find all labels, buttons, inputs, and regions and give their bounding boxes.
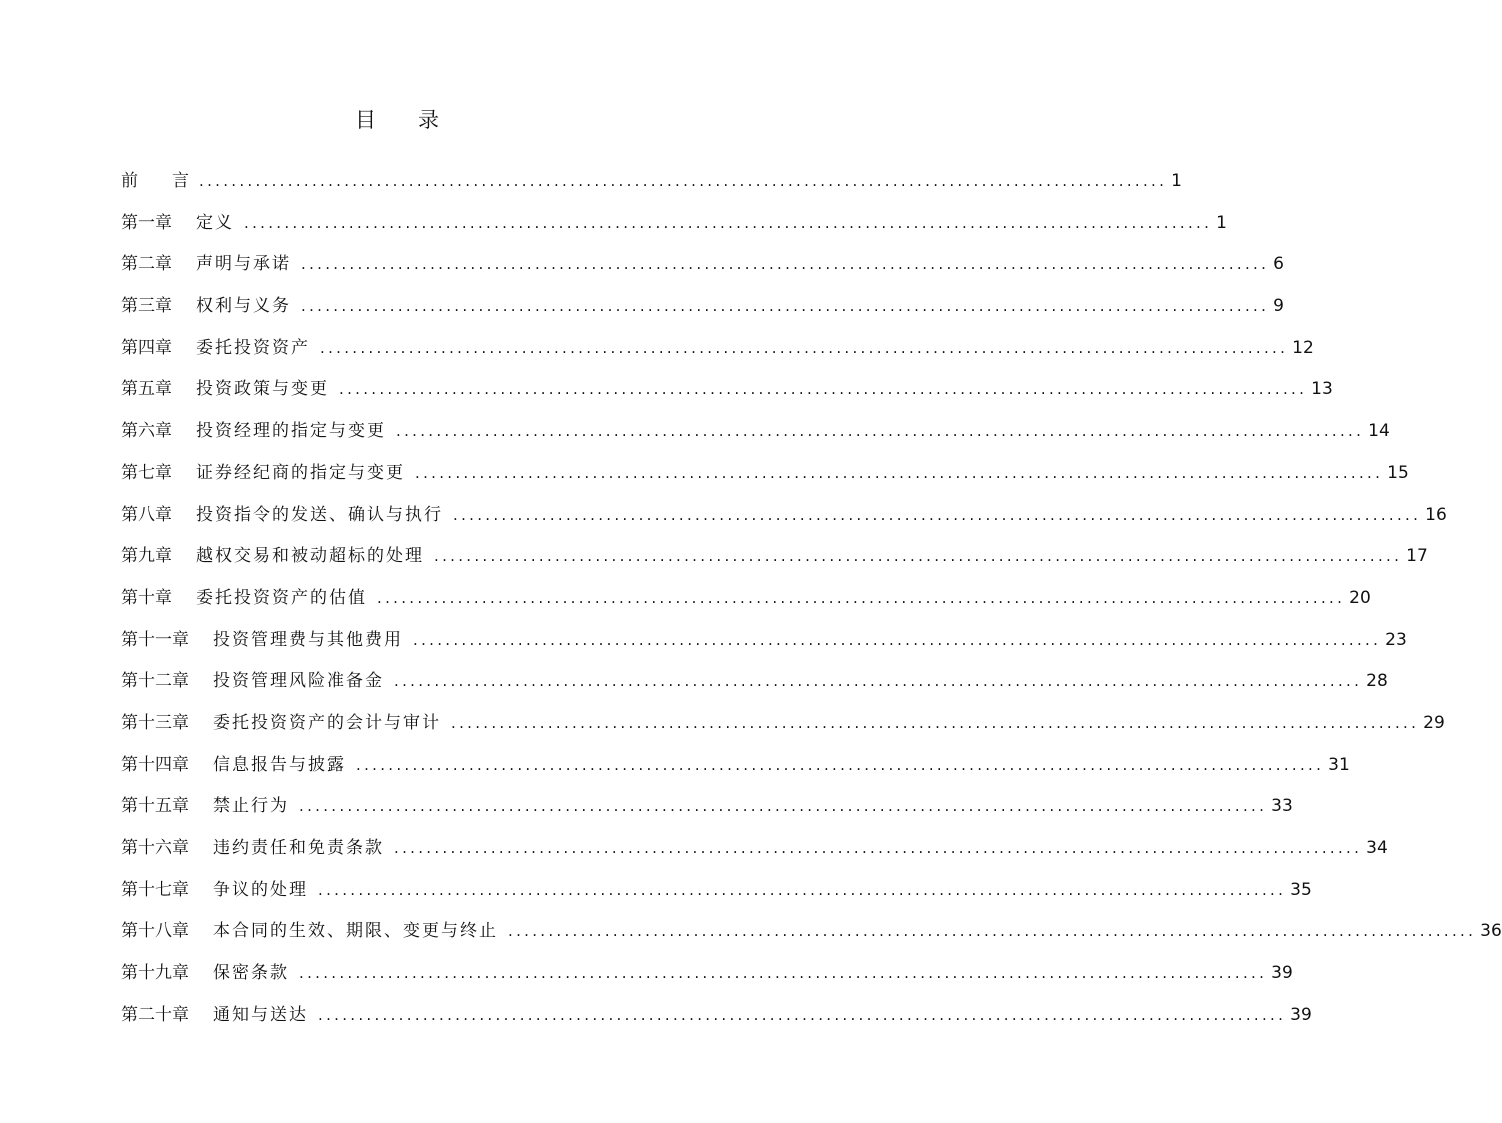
table-of-contents: [121, 166, 1502, 1041]
toc-chapter-label: 第十八章: [121, 921, 189, 942]
toc-chapter-title: 通知与送达: [213, 1004, 308, 1025]
toc-page-number: 1: [1171, 171, 1182, 191]
toc-page-number: 33: [1271, 796, 1293, 817]
toc-leader-dots: ........................................................................................................................: [508, 922, 1477, 941]
toc-entry[interactable]: [121, 583, 1371, 625]
toc-page-number: 6: [1273, 254, 1284, 275]
toc-leader-dots: ........................................................................................................................: [320, 338, 1289, 357]
toc-page-number: 34: [1366, 838, 1388, 858]
toc-chapter-label: 第十七章: [121, 879, 189, 900]
toc-chapter-label: 第二十章: [121, 1004, 189, 1025]
toc-chapter-label: 前 言: [121, 171, 189, 191]
toc-leader-dots: ........................................................................................................................: [394, 839, 1363, 857]
toc-chapter-label: 第七章: [121, 462, 172, 483]
toc-page-number: 20: [1349, 587, 1371, 608]
toc-page-number: 39: [1271, 963, 1293, 984]
toc-chapter-label: 第十四章: [121, 754, 189, 775]
toc-chapter-label: 第十九章: [121, 963, 189, 984]
toc-leader-dots: ........................................................................................................................: [318, 1005, 1287, 1024]
toc-leader-dots: ........................................................................................................................: [453, 505, 1422, 524]
toc-chapter-label: 第四章: [121, 337, 172, 358]
toc-entry[interactable]: [121, 666, 1388, 708]
toc-leader-dots: ........................................................................................................................: [199, 172, 1168, 190]
toc-entry[interactable]: [121, 958, 1293, 1000]
toc-leader-dots: ........................................................................................................................: [301, 255, 1270, 274]
toc-entry[interactable]: [121, 791, 1293, 833]
toc-chapter-title: 投资经理的指定与变更: [196, 421, 386, 442]
toc-chapter-title: 违约责任和免责条款: [213, 838, 384, 858]
toc-page-number: 28: [1366, 671, 1388, 692]
toc-chapter-label: 第十章: [121, 587, 172, 608]
toc-leader-dots: ........................................................................................................................: [415, 463, 1384, 482]
toc-chapter-label: 第六章: [121, 421, 172, 442]
toc-entry[interactable]: [121, 333, 1314, 375]
toc-leader-dots: ........................................................................................................................: [299, 797, 1268, 816]
toc-leader-dots: ........................................................................................................................: [356, 755, 1325, 774]
toc-page-number: 36: [1480, 921, 1502, 942]
toc-chapter-label: 第五章: [121, 379, 172, 400]
toc-leader-dots: ........................................................................................................................: [377, 588, 1346, 607]
toc-chapter-title: 定义: [196, 212, 234, 233]
toc-page-number: 17: [1406, 546, 1428, 567]
toc-chapter-title: 投资指令的发送、确认与执行: [196, 504, 443, 525]
toc-chapter-title: 证券经纪商的指定与变更: [196, 462, 405, 483]
toc-entry[interactable]: [121, 625, 1407, 667]
toc-chapter-title: 委托投资资产的会计与审计: [213, 712, 441, 733]
toc-chapter-title: 权利与义务: [196, 296, 291, 317]
toc-leader-dots: ........................................................................................................................: [244, 213, 1213, 232]
toc-page-number: 31: [1328, 754, 1350, 775]
toc-chapter-title: 越权交易和被动超标的处理: [196, 546, 424, 567]
toc-chapter-title: 保密条款: [213, 963, 289, 984]
toc-chapter-title: 委托投资资产的估值: [196, 587, 367, 608]
toc-entry[interactable]: [121, 1000, 1312, 1042]
toc-page-number: 13: [1311, 379, 1333, 400]
toc-leader-dots: ........................................................................................................................: [394, 672, 1363, 691]
toc-leader-dots: ........................................................................................................................: [299, 964, 1268, 983]
page-title: 目 录: [355, 108, 439, 132]
toc-leader-dots: ........................................................................................................................: [318, 880, 1287, 899]
toc-chapter-title: 本合同的生效、期限、变更与终止: [213, 921, 498, 942]
toc-entry[interactable]: [121, 833, 1388, 875]
toc-page-number: 14: [1368, 421, 1390, 442]
toc-leader-dots: ........................................................................................................................: [396, 422, 1365, 441]
toc-entry[interactable]: [121, 208, 1227, 250]
toc-page-number: 39: [1290, 1004, 1312, 1025]
toc-leader-dots: ........................................................................................................................: [413, 630, 1382, 649]
toc-entry[interactable]: [121, 374, 1333, 416]
toc-page-number: 35: [1290, 879, 1312, 900]
toc-entry[interactable]: [121, 541, 1428, 583]
toc-page-number: 23: [1385, 629, 1407, 650]
toc-page-number: 15: [1387, 462, 1409, 483]
toc-chapter-label: 第十六章: [121, 838, 189, 858]
toc-entry[interactable]: [121, 916, 1502, 958]
toc-chapter-label: 第九章: [121, 546, 172, 567]
toc-chapter-title: 投资政策与变更: [196, 379, 329, 400]
toc-leader-dots: ........................................................................................................................: [451, 713, 1420, 732]
toc-chapter-label: 第十二章: [121, 671, 189, 692]
toc-page-number: 16: [1425, 504, 1447, 525]
toc-entry[interactable]: [121, 458, 1409, 500]
toc-chapter-title: 投资管理风险准备金: [213, 671, 384, 692]
toc-chapter-label: 第十五章: [121, 796, 189, 817]
toc-chapter-title: 投资管理费与其他费用: [213, 629, 403, 650]
toc-entry[interactable]: [121, 875, 1312, 917]
toc-chapter-title: 信息报告与披露: [213, 754, 346, 775]
toc-entry[interactable]: [121, 249, 1284, 291]
toc-leader-dots: ........................................................................................................................: [434, 547, 1403, 566]
toc-chapter-label: 第二章: [121, 254, 172, 275]
toc-chapter-label: 第一章: [121, 212, 172, 233]
toc-chapter-label: 第八章: [121, 504, 172, 525]
toc-entry[interactable]: [121, 708, 1445, 750]
toc-chapter-label: 第三章: [121, 296, 172, 317]
toc-chapter-title: 委托投资资产: [196, 337, 310, 358]
toc-entry[interactable]: [121, 166, 1182, 208]
toc-entry[interactable]: [121, 750, 1350, 792]
toc-page-number: 1: [1216, 212, 1227, 233]
toc-chapter-title: 声明与承诺: [196, 254, 291, 275]
toc-chapter-label: 第十一章: [121, 629, 189, 650]
toc-chapter-label: 第十三章: [121, 712, 189, 733]
toc-entry[interactable]: [121, 500, 1447, 542]
toc-page-number: 9: [1273, 296, 1284, 317]
toc-entry[interactable]: [121, 291, 1284, 333]
toc-leader-dots: ........................................................................................................................: [301, 297, 1270, 316]
toc-page-number: 29: [1423, 712, 1445, 733]
toc-chapter-title: 禁止行为: [213, 796, 289, 817]
toc-leader-dots: ........................................................................................................................: [339, 380, 1308, 399]
toc-page-number: 12: [1292, 337, 1314, 358]
toc-entry[interactable]: [121, 416, 1390, 458]
toc-chapter-title: 争议的处理: [213, 879, 308, 900]
